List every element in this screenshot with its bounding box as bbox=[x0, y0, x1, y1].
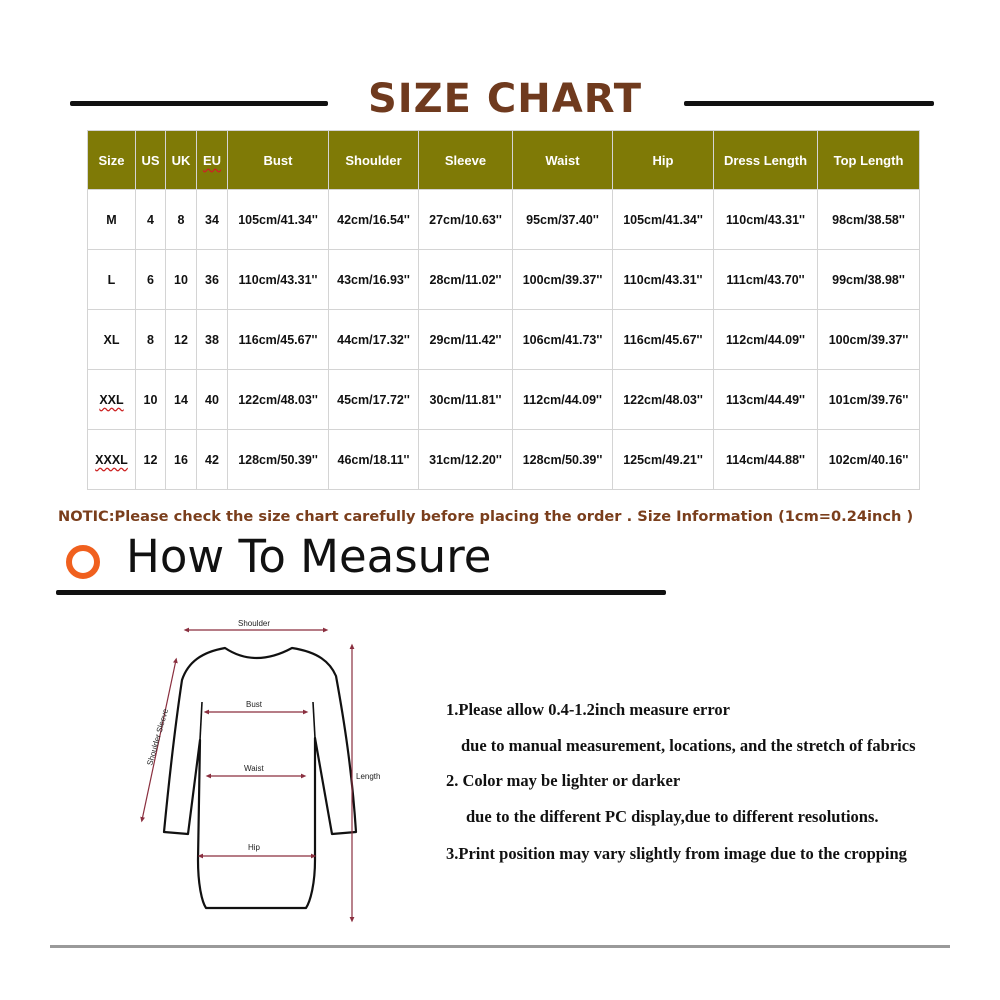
table-cell bbox=[329, 310, 419, 370]
cell-text: 116cm/45.67'' bbox=[238, 332, 318, 347]
table-cell bbox=[613, 190, 714, 250]
title-rule-right bbox=[684, 101, 934, 106]
cell-text: 10 bbox=[174, 272, 188, 287]
table-cell bbox=[513, 430, 613, 490]
header-cell: Bust bbox=[228, 131, 329, 190]
table-cell bbox=[714, 430, 818, 490]
header-cell: Size bbox=[88, 131, 136, 190]
note-2-continued: due to the different PC display,due to different resolutions. bbox=[466, 807, 879, 826]
cell-text: 29cm/11.42'' bbox=[429, 332, 502, 347]
cell-text: 34 bbox=[205, 212, 219, 227]
orange-circle-icon bbox=[66, 545, 100, 579]
cell-text: 10 bbox=[143, 392, 158, 407]
cell-text: 38 bbox=[205, 332, 219, 347]
table-cell bbox=[228, 430, 329, 490]
cell-text: 106cm/41.73'' bbox=[522, 332, 603, 347]
cell-text: 4 bbox=[147, 212, 154, 227]
header-cell: Hip bbox=[613, 131, 714, 190]
table-cell bbox=[513, 190, 613, 250]
table-cell bbox=[166, 370, 197, 430]
cell-text: 114cm/44.88'' bbox=[726, 452, 805, 467]
table-cell bbox=[613, 430, 714, 490]
table-cell bbox=[136, 370, 166, 430]
table-cell bbox=[136, 250, 166, 310]
cell-text: 125cm/49.21'' bbox=[623, 452, 703, 467]
size-cell bbox=[88, 430, 136, 490]
cell-text: 43cm/16.93'' bbox=[337, 272, 410, 287]
table-cell bbox=[329, 370, 419, 430]
size-cell bbox=[88, 190, 136, 250]
table-cell bbox=[329, 250, 419, 310]
table-cell bbox=[714, 250, 818, 310]
cell-text: 27cm/10.63'' bbox=[429, 212, 502, 227]
table-row bbox=[88, 430, 920, 490]
note-2: 2. Color may be lighter or darker bbox=[446, 771, 681, 790]
bottom-rule bbox=[50, 945, 950, 948]
table-cell bbox=[329, 430, 419, 490]
size-cell bbox=[88, 310, 136, 370]
table-cell bbox=[197, 190, 228, 250]
header-cell: Dress Length bbox=[714, 131, 818, 190]
shoulder-label: Shoulder bbox=[238, 619, 271, 628]
cell-text: 45cm/17.72'' bbox=[337, 392, 410, 407]
table-cell bbox=[419, 430, 513, 490]
cell-text: 105cm/41.34'' bbox=[623, 212, 703, 227]
cell-text: 31cm/12.20'' bbox=[429, 452, 502, 467]
table-cell bbox=[136, 310, 166, 370]
table-cell bbox=[166, 430, 197, 490]
table-row bbox=[88, 190, 920, 250]
sleeve-seam-left bbox=[200, 702, 202, 740]
cell-text: 95cm/37.40'' bbox=[526, 212, 599, 227]
cell-text: 100cm/39.37'' bbox=[828, 332, 909, 347]
header-cell: Waist bbox=[513, 131, 613, 190]
table-cell bbox=[329, 190, 419, 250]
size-cell bbox=[88, 250, 136, 310]
sleeve-seam-right bbox=[313, 702, 315, 738]
table-cell bbox=[419, 370, 513, 430]
waist-label: Waist bbox=[244, 764, 264, 773]
cell-text: 46cm/18.11'' bbox=[337, 452, 410, 467]
table-cell bbox=[197, 370, 228, 430]
table-cell bbox=[714, 370, 818, 430]
header-cell: Sleeve bbox=[419, 131, 513, 190]
shoulder-sleeve-label: Shoulder Sleeve bbox=[145, 707, 171, 767]
table-cell bbox=[818, 250, 920, 310]
cell-text: 98cm/38.58'' bbox=[832, 212, 905, 227]
cell-text: XXXL bbox=[95, 452, 128, 467]
table-cell bbox=[197, 310, 228, 370]
header-cell: UK bbox=[166, 131, 197, 190]
table-cell bbox=[714, 310, 818, 370]
table-cell bbox=[513, 370, 613, 430]
size-notice: NOTIC:Please check the size chart carefully before placing the order . Size Information (1cm=0.24inch ) bbox=[58, 508, 914, 525]
note-1-continued: due to manual measurement, locations, and the stretch of fabrics bbox=[461, 736, 916, 755]
header-row bbox=[88, 131, 920, 190]
table-cell bbox=[228, 190, 329, 250]
cell-text: 99cm/38.98'' bbox=[832, 272, 905, 287]
cell-text: 122cm/48.03'' bbox=[238, 392, 318, 407]
table-cell bbox=[419, 250, 513, 310]
cell-text: 111cm/43.70'' bbox=[726, 272, 805, 287]
cell-text: 112cm/44.09'' bbox=[523, 392, 602, 407]
size-cell bbox=[88, 370, 136, 430]
table-cell bbox=[419, 190, 513, 250]
table-cell bbox=[228, 370, 329, 430]
dress-measure-diagram bbox=[130, 610, 390, 930]
cell-text: M bbox=[106, 212, 117, 227]
cell-text: L bbox=[107, 272, 116, 287]
table-cell bbox=[166, 310, 197, 370]
table-cell bbox=[818, 190, 920, 250]
cell-text: 100cm/39.37'' bbox=[522, 272, 603, 287]
table-cell bbox=[197, 250, 228, 310]
header-cell: Top Length bbox=[818, 131, 920, 190]
note-3: 3.Print position may vary slightly from image due to the cropping bbox=[446, 844, 907, 863]
header-cell: EU bbox=[197, 131, 228, 190]
cell-text: 113cm/44.49'' bbox=[726, 392, 805, 407]
table-cell bbox=[818, 370, 920, 430]
cell-text: 14 bbox=[174, 392, 188, 407]
cell-text: 112cm/44.09'' bbox=[726, 332, 805, 347]
cell-text: 42cm/16.54'' bbox=[337, 212, 410, 227]
table-cell bbox=[419, 310, 513, 370]
bust-label: Bust bbox=[246, 700, 263, 709]
size-chart-table bbox=[87, 130, 920, 490]
cell-text: 42 bbox=[205, 452, 219, 467]
table-row bbox=[88, 310, 920, 370]
measure-heading: How To Measure bbox=[126, 530, 492, 583]
table-cell bbox=[136, 430, 166, 490]
cell-text: 128cm/50.39'' bbox=[238, 452, 318, 467]
cell-text: 8 bbox=[177, 212, 185, 227]
cell-text: 110cm/43.31'' bbox=[238, 272, 318, 287]
table-cell bbox=[613, 310, 714, 370]
cell-text: 44cm/17.32'' bbox=[337, 332, 410, 347]
cell-text: 12 bbox=[174, 332, 188, 347]
cell-text: 122cm/48.03'' bbox=[623, 392, 703, 407]
table-cell bbox=[613, 250, 714, 310]
table-cell bbox=[714, 190, 818, 250]
table-body bbox=[88, 190, 920, 490]
cell-text: 102cm/40.16'' bbox=[828, 452, 909, 467]
cell-text: 16 bbox=[174, 452, 188, 467]
cell-text: 116cm/45.67'' bbox=[623, 332, 703, 347]
cell-text: 110cm/43.31'' bbox=[623, 272, 703, 287]
table-cell bbox=[166, 190, 197, 250]
table-cell bbox=[228, 310, 329, 370]
table-cell bbox=[166, 250, 197, 310]
cell-text: 128cm/50.39'' bbox=[522, 452, 603, 467]
cell-text: 8 bbox=[147, 332, 154, 347]
cell-text: 28cm/11.02'' bbox=[429, 272, 502, 287]
table-row bbox=[88, 250, 920, 310]
measure-heading-rule bbox=[56, 590, 666, 595]
cell-text: 6 bbox=[147, 272, 154, 287]
table-row bbox=[88, 370, 920, 430]
header-cell: US bbox=[136, 131, 166, 190]
table-cell bbox=[818, 430, 920, 490]
table-header bbox=[88, 131, 920, 190]
cell-text: 101cm/39.76'' bbox=[828, 392, 909, 407]
table-cell bbox=[818, 310, 920, 370]
cell-text: 12 bbox=[143, 452, 158, 467]
cell-text: 105cm/41.34'' bbox=[238, 212, 318, 227]
table-cell bbox=[136, 190, 166, 250]
title-rule-left bbox=[70, 101, 328, 106]
cell-text: 30cm/11.81'' bbox=[429, 392, 502, 407]
page-title: SIZE CHART bbox=[367, 76, 643, 122]
table-cell bbox=[228, 250, 329, 310]
table-cell bbox=[513, 310, 613, 370]
table-cell bbox=[513, 250, 613, 310]
cell-text: XL bbox=[103, 332, 120, 347]
cell-text: 36 bbox=[205, 272, 219, 287]
table-cell bbox=[197, 430, 228, 490]
cell-text: 40 bbox=[205, 392, 219, 407]
table-cell bbox=[613, 370, 714, 430]
hip-label: Hip bbox=[248, 843, 261, 852]
note-1: 1.Please allow 0.4-1.2inch measure error bbox=[446, 700, 730, 719]
dress-outline bbox=[164, 648, 356, 908]
cell-text: 110cm/43.31'' bbox=[726, 212, 805, 227]
cell-text: XXL bbox=[99, 392, 124, 407]
header-cell: Shoulder bbox=[329, 131, 419, 190]
length-label: Length bbox=[356, 772, 381, 781]
